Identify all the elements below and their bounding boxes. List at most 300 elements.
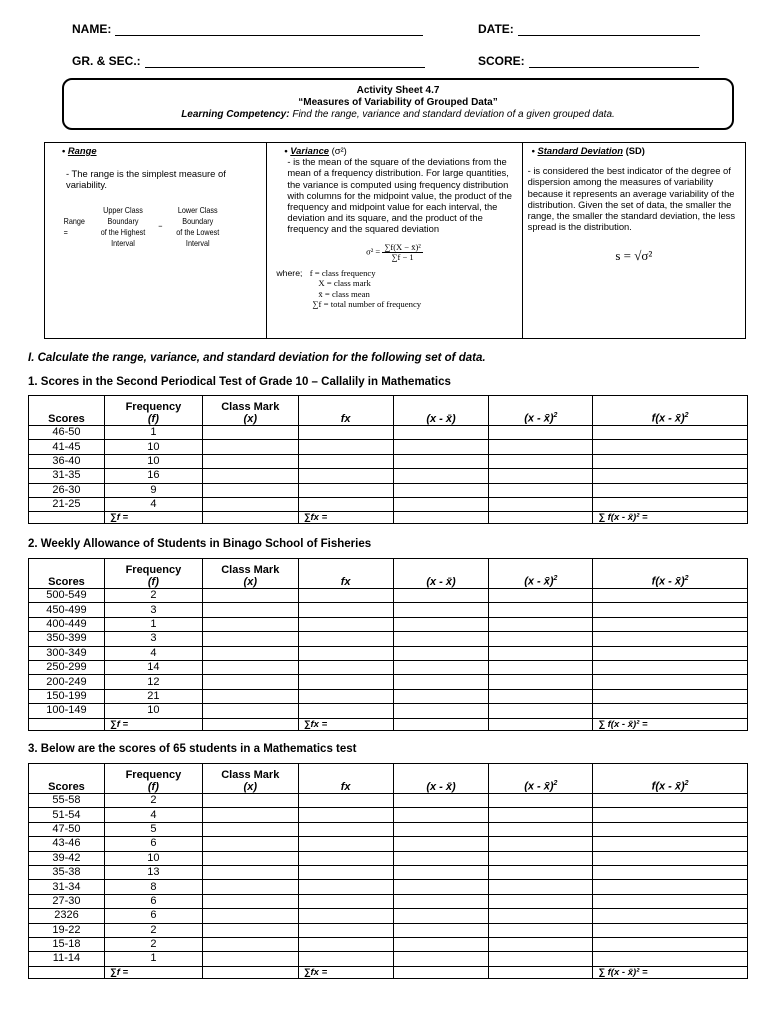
answer-cell[interactable] <box>202 646 298 660</box>
answer-cell[interactable] <box>393 865 489 879</box>
answer-cell[interactable] <box>393 632 489 646</box>
answer-cell[interactable] <box>298 646 393 660</box>
answer-cell[interactable] <box>593 469 748 483</box>
frequency-value: 13 <box>104 865 202 879</box>
range-text: - The range is the simplest measure of variability. <box>66 168 226 191</box>
answer-cell[interactable] <box>393 952 489 966</box>
activity-title: Activity Sheet 4.7 <box>356 85 440 96</box>
sum-blank <box>489 966 593 978</box>
answer-cell[interactable] <box>489 469 593 483</box>
answer-cell[interactable] <box>393 426 489 440</box>
grade-section-line[interactable] <box>145 56 425 68</box>
learning-competency <box>64 109 732 121</box>
sum-fdev-cell[interactable]: ∑ f(x - x̄)² = <box>593 718 748 730</box>
score-interval: 500-549 <box>29 589 105 603</box>
answer-cell[interactable] <box>489 808 593 822</box>
frequency-value: 4 <box>104 646 202 660</box>
grade-section-label: GR. & SEC.: <box>72 54 141 68</box>
sum-fx-cell[interactable]: ∑fx = <box>298 718 393 730</box>
frequency-value: 16 <box>104 469 202 483</box>
answer-cell[interactable] <box>593 909 748 923</box>
score-interval: 31-34 <box>29 880 105 894</box>
activity-subject: “Measures of Variability of Grouped Data” <box>298 97 498 108</box>
score-interval: 2326 <box>29 909 105 923</box>
answer-cell[interactable] <box>593 617 748 631</box>
table-row <box>29 808 748 822</box>
answer-cell[interactable] <box>298 675 393 689</box>
problem-3-table <box>28 763 748 979</box>
answer-cell[interactable] <box>202 617 298 631</box>
frequency-value: 8 <box>104 880 202 894</box>
answer-cell[interactable] <box>298 851 393 865</box>
answer-cell[interactable] <box>298 837 393 851</box>
sd-abbr: (SD) <box>625 145 645 156</box>
answer-cell[interactable] <box>202 689 298 703</box>
answer-cell[interactable] <box>489 454 593 468</box>
score-interval: 11-14 <box>29 952 105 966</box>
answer-cell[interactable] <box>393 704 489 718</box>
score-interval: 300-349 <box>29 646 105 660</box>
answer-cell[interactable] <box>202 837 298 851</box>
answer-cell[interactable] <box>393 469 489 483</box>
score-interval: 41-45 <box>29 440 105 454</box>
score-interval: 150-199 <box>29 689 105 703</box>
answer-cell[interactable] <box>202 440 298 454</box>
answer-cell[interactable] <box>489 440 593 454</box>
date-label: DATE: <box>478 22 514 36</box>
answer-cell[interactable] <box>489 497 593 511</box>
table-row <box>29 952 748 966</box>
answer-cell[interactable] <box>298 909 393 923</box>
problem-1-table <box>28 395 748 524</box>
table-row <box>29 617 748 631</box>
col-frequency: Frequency (f) <box>104 559 202 589</box>
answer-cell[interactable] <box>202 909 298 923</box>
range-lower: Lower Class Boundary of the Lowest Interval <box>176 204 220 248</box>
table-row <box>29 794 748 808</box>
answer-cell[interactable] <box>202 880 298 894</box>
col-frequency: Frequency (f) <box>104 764 202 794</box>
col-scores: Scores <box>29 764 105 794</box>
sum-fdev-cell[interactable]: ∑ f(x - x̄)² = <box>593 966 748 978</box>
range-formula-lhs: Range = <box>63 215 85 237</box>
range-upper: Upper Class Boundary of the Highest Interval <box>100 204 146 248</box>
answer-cell[interactable] <box>489 923 593 937</box>
sum-fx-cell[interactable]: ∑fx = <box>298 512 393 524</box>
answer-cell[interactable] <box>593 704 748 718</box>
date-field[interactable] <box>478 22 700 36</box>
score-interval: 350-399 <box>29 632 105 646</box>
col-f-deviation-squared: f(x - x̄)$^2$ <box>593 764 748 794</box>
answer-cell[interactable] <box>393 937 489 951</box>
answer-cell[interactable] <box>393 794 489 808</box>
score-interval: 43-46 <box>29 837 105 851</box>
answer-cell[interactable] <box>489 822 593 836</box>
header-row <box>29 559 748 589</box>
grade-section-field[interactable] <box>72 54 425 68</box>
answer-cell[interactable] <box>593 603 748 617</box>
table-row <box>29 440 748 454</box>
name-field[interactable] <box>72 22 423 36</box>
answer-cell[interactable] <box>489 851 593 865</box>
answer-cell[interactable] <box>393 880 489 894</box>
score-interval: 31-35 <box>29 469 105 483</box>
frequency-value: 6 <box>104 837 202 851</box>
answer-cell[interactable] <box>393 454 489 468</box>
answer-cell[interactable] <box>202 497 298 511</box>
frequency-value: 1 <box>104 952 202 966</box>
table-row <box>29 822 748 836</box>
answer-cell[interactable] <box>593 952 748 966</box>
answer-cell[interactable] <box>202 851 298 865</box>
sum-row <box>29 718 748 730</box>
frequency-value: 21 <box>104 689 202 703</box>
answer-cell[interactable] <box>393 909 489 923</box>
answer-cell[interactable] <box>593 454 748 468</box>
score-interval: 200-249 <box>29 675 105 689</box>
answer-cell[interactable] <box>593 497 748 511</box>
table-row <box>29 497 748 511</box>
variance-text: - is the mean of the square of the deviations from the mean of a frequency distribution. For large quantities, the variance is computed using frequency distribution with columns for the midpoint value, the product of the frequency and midpoint value for each interval, the deviation and its square, and the product of the frequency and the squared deviation <box>287 156 512 235</box>
score-interval: 21-25 <box>29 497 105 511</box>
frequency-value: 1 <box>104 426 202 440</box>
answer-cell[interactable] <box>593 646 748 660</box>
answer-cell[interactable] <box>298 589 393 603</box>
frequency-value: 6 <box>104 894 202 908</box>
answer-cell[interactable] <box>593 837 748 851</box>
frequency-value: 2 <box>104 589 202 603</box>
answer-cell[interactable] <box>298 704 393 718</box>
answer-cell[interactable] <box>393 440 489 454</box>
frequency-value: 2 <box>104 794 202 808</box>
table-row <box>29 689 748 703</box>
col-fx: fx <box>298 764 393 794</box>
answer-cell[interactable] <box>393 808 489 822</box>
answer-cell[interactable] <box>202 808 298 822</box>
answer-cell[interactable] <box>202 469 298 483</box>
table-row <box>29 603 748 617</box>
table-row <box>29 937 748 951</box>
answer-cell[interactable] <box>202 454 298 468</box>
answer-cell[interactable] <box>489 589 593 603</box>
sum-f-cell[interactable]: ∑f = <box>104 718 202 730</box>
answer-cell[interactable] <box>202 822 298 836</box>
col-deviation-squared: (x - x̄)$^2$ <box>489 559 593 589</box>
frequency-value: 4 <box>104 808 202 822</box>
score-interval: 19-22 <box>29 923 105 937</box>
answer-cell[interactable] <box>202 660 298 674</box>
range-heading: Range <box>67 145 97 156</box>
sum-f-cell[interactable]: ∑f = <box>104 966 202 978</box>
sum-blank <box>29 512 105 524</box>
answer-cell[interactable] <box>593 923 748 937</box>
frequency-value: 1 <box>104 617 202 631</box>
frequency-value: 10 <box>104 704 202 718</box>
sum-row <box>29 512 748 524</box>
sum-blank <box>489 718 593 730</box>
problem-2-title: 2. Weekly Allowance of Students in Binago School of Fisheries <box>28 538 372 550</box>
answer-cell[interactable] <box>202 923 298 937</box>
answer-cell[interactable] <box>489 689 593 703</box>
score-interval: 47-50 <box>29 822 105 836</box>
answer-cell[interactable] <box>202 675 298 689</box>
answer-cell[interactable] <box>298 689 393 703</box>
answer-cell[interactable] <box>298 822 393 836</box>
table-row <box>29 909 748 923</box>
answer-cell[interactable] <box>202 483 298 497</box>
answer-cell[interactable] <box>202 589 298 603</box>
frequency-value: 6 <box>104 909 202 923</box>
answer-cell[interactable] <box>393 617 489 631</box>
answer-cell[interactable] <box>393 822 489 836</box>
answer-cell[interactable] <box>593 675 748 689</box>
table-row <box>29 469 748 483</box>
table-row <box>29 426 748 440</box>
col-class-mark: Class Mark (x) <box>202 764 298 794</box>
table-row <box>29 837 748 851</box>
answer-cell[interactable] <box>393 923 489 937</box>
answer-cell[interactable] <box>298 426 393 440</box>
date-line[interactable] <box>518 24 700 36</box>
col-deviation: (x - x̄) <box>393 764 489 794</box>
answer-cell[interactable] <box>298 454 393 468</box>
answer-cell[interactable] <box>298 865 393 879</box>
answer-cell[interactable] <box>489 794 593 808</box>
competency-text: Find the range, variance and standard deviation of a given grouped data. <box>292 109 615 120</box>
col-deviation-squared: (x - x̄)$^2$ <box>489 764 593 794</box>
answer-cell[interactable] <box>489 603 593 617</box>
frequency-value: 14 <box>104 660 202 674</box>
answer-cell[interactable] <box>298 894 393 908</box>
answer-cell[interactable] <box>489 632 593 646</box>
answer-cell[interactable] <box>593 865 748 879</box>
frequency-value: 12 <box>104 675 202 689</box>
answer-cell[interactable] <box>298 660 393 674</box>
score-interval: 36-40 <box>29 454 105 468</box>
answer-cell[interactable] <box>298 440 393 454</box>
answer-cell[interactable] <box>489 952 593 966</box>
range-formula <box>50 205 230 249</box>
answer-cell[interactable] <box>489 865 593 879</box>
answer-cell[interactable] <box>298 497 393 511</box>
problem-3-title: 3. Below are the scores of 65 students in a Mathematics test <box>28 743 357 755</box>
answer-cell[interactable] <box>489 675 593 689</box>
col-frequency: Frequency (f) <box>104 396 202 426</box>
sum-fdev-cell[interactable]: ∑ f(x - x̄)² = <box>593 512 748 524</box>
answer-cell[interactable] <box>393 894 489 908</box>
score-interval: 35-38 <box>29 865 105 879</box>
answer-cell[interactable] <box>202 794 298 808</box>
answer-cell[interactable] <box>393 660 489 674</box>
name-label: NAME: <box>72 22 112 36</box>
answer-cell[interactable] <box>593 851 748 865</box>
col-deviation-squared: (x - x̄)$^2$ <box>489 396 593 426</box>
table-row <box>29 865 748 879</box>
table-row <box>29 704 748 718</box>
sum-blank <box>29 966 105 978</box>
frequency-value: 9 <box>104 483 202 497</box>
answer-cell[interactable] <box>393 851 489 865</box>
table-row <box>29 880 748 894</box>
answer-cell[interactable] <box>393 837 489 851</box>
answer-cell[interactable] <box>202 952 298 966</box>
answer-cell[interactable] <box>393 689 489 703</box>
table-row <box>29 483 748 497</box>
answer-cell[interactable] <box>298 952 393 966</box>
frequency-value: 2 <box>104 923 202 937</box>
answer-cell[interactable] <box>593 426 748 440</box>
answer-cell[interactable] <box>202 704 298 718</box>
answer-cell[interactable] <box>202 865 298 879</box>
answer-cell[interactable] <box>298 632 393 646</box>
answer-cell[interactable] <box>298 937 393 951</box>
answer-cell[interactable] <box>593 689 748 703</box>
answer-cell[interactable] <box>593 589 748 603</box>
instruction: I. Calculate the range, variance, and standard deviation for the following set of data. <box>28 352 486 364</box>
frequency-value: 4 <box>104 497 202 511</box>
score-interval: 26-30 <box>29 483 105 497</box>
score-interval: 15-18 <box>29 937 105 951</box>
problem-1-title: 1. Scores in the Second Periodical Test of Grade 10 – Callalily in Mathematics <box>28 376 451 388</box>
concepts-box <box>44 142 746 339</box>
competency-label: Learning Competency: <box>181 109 290 120</box>
problem-2-table <box>28 558 748 731</box>
answer-cell[interactable] <box>593 808 748 822</box>
score-interval: 55-58 <box>29 794 105 808</box>
answer-cell[interactable] <box>393 646 489 660</box>
score-line[interactable] <box>529 56 699 68</box>
answer-cell[interactable] <box>298 469 393 483</box>
answer-cell[interactable] <box>202 632 298 646</box>
answer-cell[interactable] <box>202 426 298 440</box>
range-minus: − <box>158 221 163 232</box>
variance-symbol: (σ²) <box>331 145 347 156</box>
answer-cell[interactable] <box>298 603 393 617</box>
col-scores: Scores <box>29 396 105 426</box>
answer-cell[interactable] <box>202 894 298 908</box>
header-row <box>29 764 748 794</box>
sum-blank <box>202 718 298 730</box>
score-label: SCORE: <box>478 54 525 68</box>
frequency-value: 5 <box>104 822 202 836</box>
table-row <box>29 646 748 660</box>
col-fx: fx <box>298 559 393 589</box>
answer-cell[interactable] <box>593 894 748 908</box>
answer-cell[interactable] <box>593 660 748 674</box>
score-interval: 51-54 <box>29 808 105 822</box>
sum-blank <box>202 966 298 978</box>
answer-cell[interactable] <box>489 880 593 894</box>
sum-blank <box>393 512 489 524</box>
frequency-value: 3 <box>104 603 202 617</box>
answer-cell[interactable] <box>489 704 593 718</box>
answer-cell[interactable] <box>298 794 393 808</box>
table-row <box>29 632 748 646</box>
answer-cell[interactable] <box>393 497 489 511</box>
answer-cell[interactable] <box>593 632 748 646</box>
col-class-mark: Class Mark (x) <box>202 559 298 589</box>
col-deviation: (x - x̄) <box>393 559 489 589</box>
table-row <box>29 675 748 689</box>
answer-cell[interactable] <box>298 617 393 631</box>
answer-cell[interactable] <box>298 880 393 894</box>
col-f-deviation-squared: f(x - x̄)$^2$ <box>593 559 748 589</box>
sum-fx-cell[interactable]: ∑fx = <box>298 966 393 978</box>
title-box <box>62 78 734 130</box>
sum-row <box>29 966 748 978</box>
score-interval: 100-149 <box>29 704 105 718</box>
score-interval: 250-299 <box>29 660 105 674</box>
answer-cell[interactable] <box>393 483 489 497</box>
table-row <box>29 851 748 865</box>
answer-cell[interactable] <box>298 483 393 497</box>
answer-cell[interactable] <box>298 808 393 822</box>
answer-cell[interactable] <box>593 880 748 894</box>
sum-blank <box>393 718 489 730</box>
answer-cell[interactable] <box>393 675 489 689</box>
table-row <box>29 454 748 468</box>
sum-blank <box>489 512 593 524</box>
sum-blank <box>29 718 105 730</box>
frequency-value: 10 <box>104 454 202 468</box>
score-interval: 27-30 <box>29 894 105 908</box>
col-scores: Scores <box>29 559 105 589</box>
table-row <box>29 589 748 603</box>
sum-f-cell[interactable]: ∑f = <box>104 512 202 524</box>
answer-cell[interactable] <box>593 440 748 454</box>
name-line[interactable] <box>115 24 423 36</box>
variance-column: • Variance (σ²) - is the mean of the square of the deviations from the mean of a frequency distribution. For large quantities, the variance is computed using frequency distribution with columns for the midpoint value, the product of the frequency and midpoint value for each interval, the deviation and its square, and the product of the frequency and the squared deviation σ² = $\frac{\text{∑f(X − x̄)²}}{\sum f - 1}$ where; f = class frequency X = class mark x̄ = class mean ∑f = total number of frequency <box>267 143 522 338</box>
score-interval: 400-449 <box>29 617 105 631</box>
sum-blank <box>202 512 298 524</box>
table-row <box>29 660 748 674</box>
answer-cell[interactable] <box>489 617 593 631</box>
sd-formula: s = √σ² <box>615 248 653 264</box>
score-field[interactable] <box>478 54 699 68</box>
col-class-mark: Class Mark (x) <box>202 396 298 426</box>
col-f-deviation-squared: f(x - x̄)$^2$ <box>593 396 748 426</box>
answer-cell[interactable] <box>593 483 748 497</box>
answer-cell[interactable] <box>489 894 593 908</box>
answer-cell[interactable] <box>393 589 489 603</box>
answer-cell[interactable] <box>489 909 593 923</box>
answer-cell[interactable] <box>593 937 748 951</box>
variance-legend: where; f = class frequency X = class mark x̄ = class mean ∑f = total number of frequency <box>276 267 422 310</box>
answer-cell[interactable] <box>489 937 593 951</box>
answer-cell[interactable] <box>393 603 489 617</box>
answer-cell[interactable] <box>593 822 748 836</box>
answer-cell[interactable] <box>298 923 393 937</box>
sd-heading: Standard Deviation <box>537 145 623 156</box>
answer-cell[interactable] <box>489 837 593 851</box>
table-row <box>29 894 748 908</box>
answer-cell[interactable] <box>489 426 593 440</box>
sum-blank <box>393 966 489 978</box>
col-deviation: (x - x̄) <box>393 396 489 426</box>
answer-cell[interactable] <box>593 794 748 808</box>
answer-cell[interactable] <box>489 483 593 497</box>
header-row <box>29 396 748 426</box>
table-row <box>29 923 748 937</box>
variance-formula: σ² = $\frac{\text{∑f(X − x̄)²}}{\sum f - 1}$ <box>366 241 421 262</box>
answer-cell[interactable] <box>489 660 593 674</box>
answer-cell[interactable] <box>489 646 593 660</box>
col-fx: fx <box>298 396 393 426</box>
variance-heading: Variance <box>290 145 330 156</box>
answer-cell[interactable] <box>202 937 298 951</box>
answer-cell[interactable] <box>202 603 298 617</box>
frequency-value: 10 <box>104 851 202 865</box>
